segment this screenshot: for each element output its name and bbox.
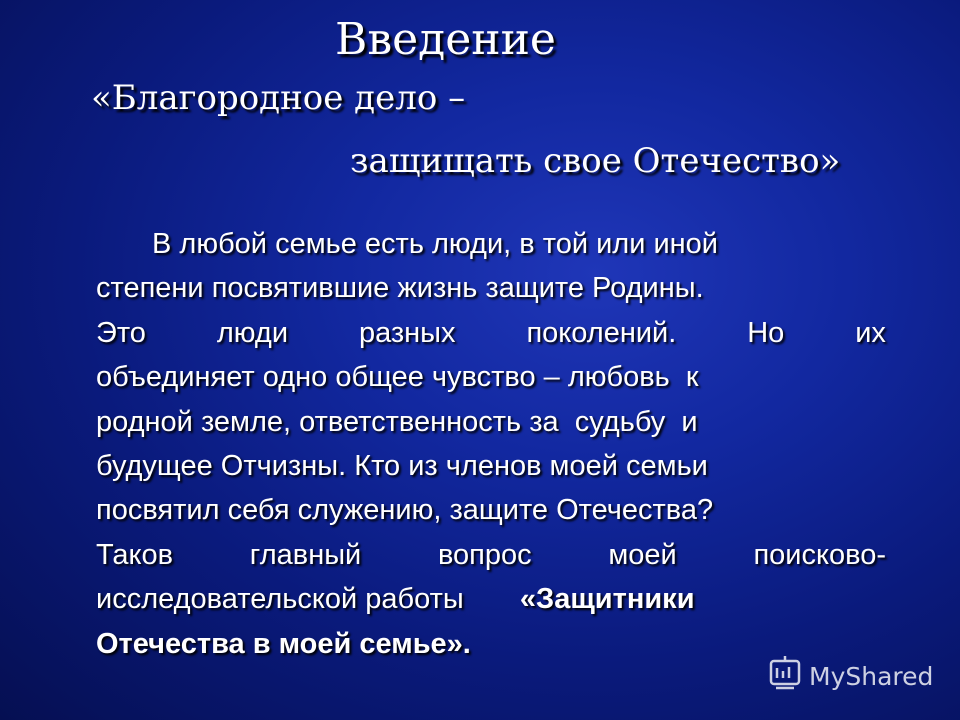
body-line-3 [96,311,886,355]
body-line-8 [96,533,886,577]
body-line-6: будущее Отчизны. Кто из членов моей семьи [96,449,708,482]
body-line-2: степени посвятившие жизнь защите Родины. [96,272,704,305]
body-line-7: посвятил себя служению, защите Отечества? [96,494,714,527]
body-line-4: объединяет одно общее чувство – любовь к [96,361,699,394]
myshared-watermark [768,656,933,697]
quote-line-1: «Благородное дело – [91,78,466,118]
slide-title: Введение [335,14,556,65]
body-word: их [855,316,886,349]
body-word: Но [747,316,785,349]
body-line-9-plain: исследовательской работы [96,583,464,616]
body-paragraph [96,222,886,666]
body-word: поколений. [526,316,677,349]
body-word: разных [358,316,456,349]
body-word: моей [608,538,677,571]
mouse-icon [768,656,802,697]
body-word: люди [216,316,289,349]
body-line-5: родной земле, ответственность за судьбу и [96,405,698,438]
body-word: Это [96,316,146,349]
body-line-9 [96,577,886,621]
body-word: поисково- [753,538,886,571]
project-title-part-2: Отечества в моей семье». [96,627,471,660]
body-word: главный [249,538,362,571]
quote-line-2: защищать свое Отечество» [350,141,841,181]
body-word: вопрос [437,538,532,571]
watermark-text: MyShared [809,662,934,691]
body-line-1: В любой семье есть люди, в той или иной [152,228,718,260]
project-title-part-1: «Защитники [519,583,695,616]
body-word: Таков [96,538,174,571]
